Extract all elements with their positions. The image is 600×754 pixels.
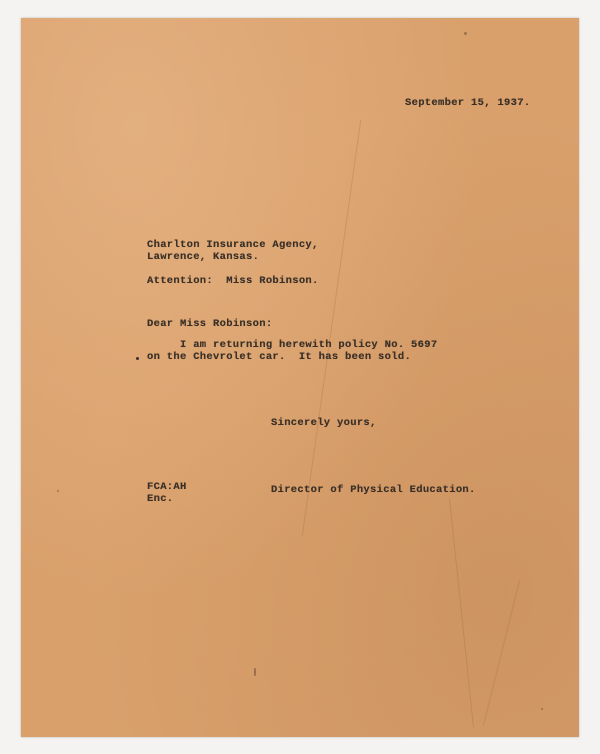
paper-speck bbox=[464, 32, 467, 35]
paper-crease bbox=[483, 580, 520, 726]
signature-title: Director of Physical Education. bbox=[271, 484, 476, 496]
paper-crease bbox=[302, 120, 361, 536]
reference-initials: FCA:AH bbox=[147, 481, 187, 493]
closing: Sincerely yours, bbox=[271, 417, 377, 429]
paper-crease bbox=[449, 499, 474, 728]
paper-speck bbox=[254, 668, 256, 676]
body-line: I am returning herewith policy No. 5697 bbox=[180, 339, 438, 351]
letter-page bbox=[21, 18, 579, 737]
paper-speck bbox=[57, 490, 59, 492]
recipient-name: Charlton Insurance Agency, bbox=[147, 239, 319, 251]
attention-line: Attention: Miss Robinson. bbox=[147, 275, 319, 287]
salutation: Dear Miss Robinson: bbox=[147, 318, 273, 330]
recipient-city: Lawrence, Kansas. bbox=[147, 251, 260, 263]
margin-dot bbox=[136, 357, 139, 360]
body-line: on the Chevrolet car. It has been sold. bbox=[147, 351, 412, 363]
paper-speck bbox=[541, 708, 543, 710]
letter-date: September 15, 1937. bbox=[405, 97, 531, 109]
enclosure-note: Enc. bbox=[147, 493, 174, 505]
